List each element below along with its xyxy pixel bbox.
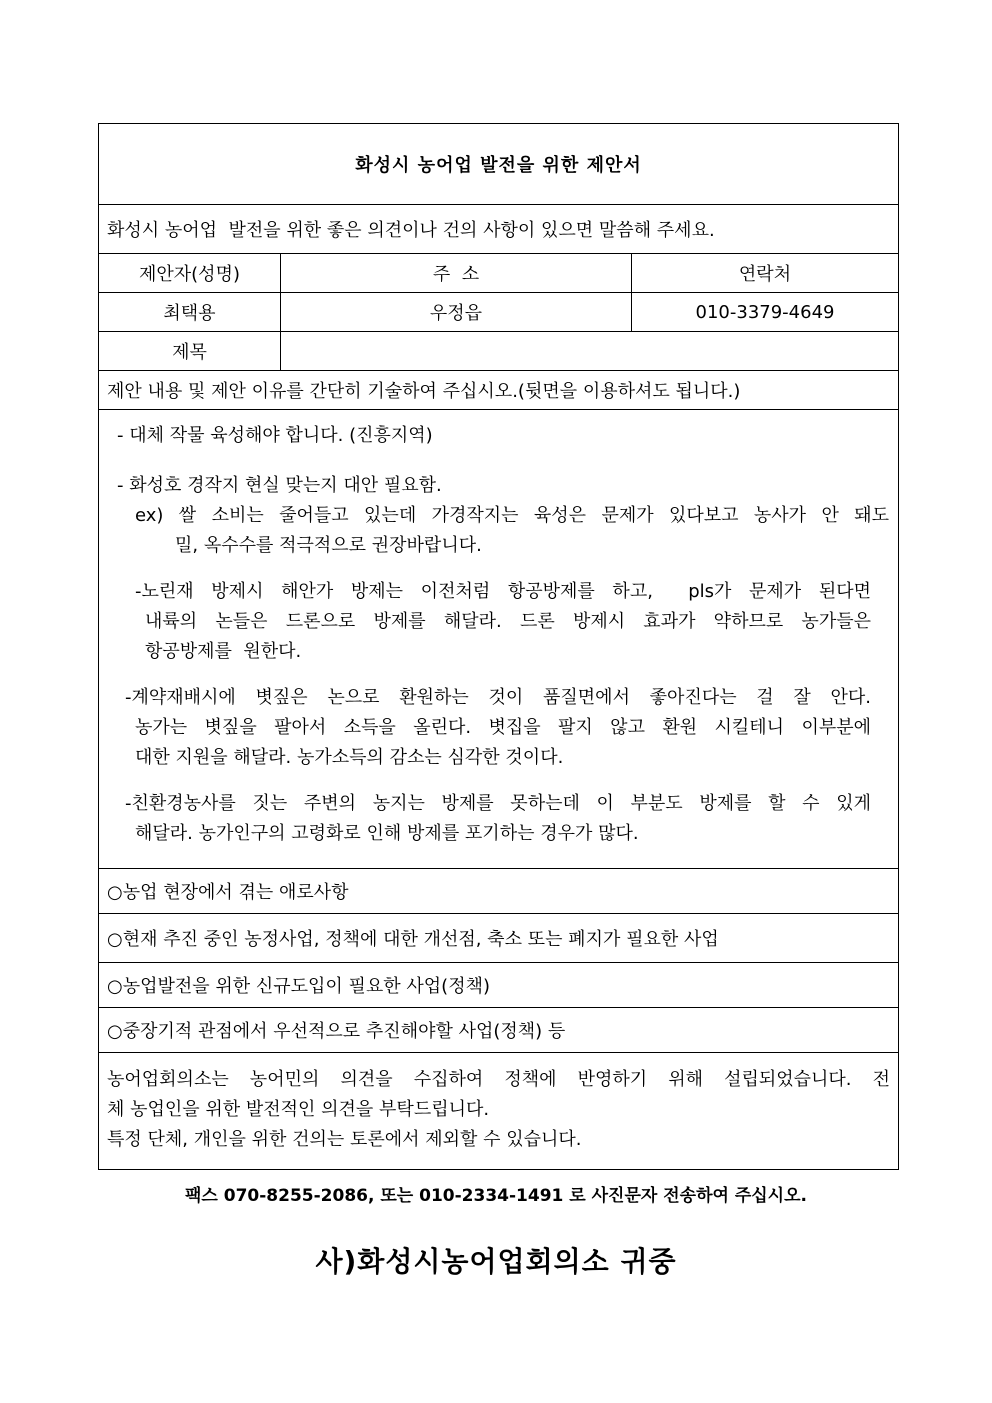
content-p5-line1: -친환경농사를 짓는 주변의 농지는 방제를 못하는데 이 부분도 방제를 할 수 있게 (125, 793, 871, 814)
subject-value (281, 332, 899, 371)
content-p3-line1: -노린재 방제시 해안가 방제는 이전처럼 항공방제를 하고, pls가 문제가 된다면 (135, 581, 871, 602)
header-contact: 연락처 (632, 254, 899, 293)
proposer-contact: 010-3379-4649 (632, 293, 899, 332)
proposal-content (99, 410, 899, 869)
question-new-projects: ○농업발전을 위한 신규도입이 필요한 사업(정책) (99, 963, 899, 1008)
form-title: 화성시 농어업 발전을 위한 제안서 (99, 124, 899, 205)
content-p4-line1: -계약재배시에 볏짚은 논으로 환원하는 것이 품질면에서 좋아진다는 걸 잘 안다. (125, 687, 871, 708)
content-p4-line3: 대한 지원을 해달라. 농가소득의 감소는 심각한 것이다. (135, 747, 564, 768)
header-proposer: 제안자(성명) (99, 254, 281, 293)
proposer-name: 최택용 (99, 293, 281, 332)
subject-label: 제목 (99, 332, 281, 371)
content-p2-line2: ex) 쌀 소비는 줄어들고 있는데 가경작지는 육성은 문제가 있다보고 농사가 안 돼도 (135, 505, 889, 526)
question-hardships: ○농업 현장에서 겪는 애로사항 (99, 869, 899, 914)
proposer-address: 우정읍 (281, 293, 632, 332)
notice-box (99, 1053, 899, 1170)
header-address: 주 소 (281, 254, 632, 293)
content-p5-line2: 해달라. 농가인구의 고령화로 인해 방제를 포기하는 경우가 많다. (135, 823, 639, 844)
recipient-footer: 사)화성시농어업회의소 귀중 (315, 1245, 677, 1278)
content-p4-line2: 농가는 볏짚을 팔아서 소득을 올린다. 볏집을 팔지 않고 환원 시킬테니 이부분에 (135, 717, 871, 738)
notice-line2: 체 농업인을 위한 발전적인 의견을 부탁드립니다. (107, 1099, 490, 1120)
notice-line3: 특정 단체, 개인을 위한 건의는 토론에서 제외할 수 있습니다. (107, 1129, 582, 1150)
question-priority-projects: ○중장기적 관점에서 우선적으로 추진해야할 사업(정책) 등 (99, 1008, 899, 1053)
proposal-form (98, 123, 899, 1170)
content-p3-line2: 내륙의 논들은 드론으로 방제를 해달라. 드론 방제시 효과가 약하므로 농가들은 (145, 611, 871, 632)
content-p2-line3: 밀, 옥수수를 적극적으로 권장바랍니다. (175, 535, 482, 556)
content-p1: - 대체 작물 육성해야 합니다. (진흥지역) (117, 425, 433, 446)
fax-instruction: 팩스 070-8255-2086, 또는 010-2334-1491 로 사진문자 전송하여 주십시오. (185, 1186, 807, 1206)
instruction-text: 제안 내용 및 제안 이유를 간단히 기술하여 주십시오.(뒷면을 이용하셔도 됩니다.) (99, 371, 899, 410)
content-p3-line3: 항공방제를 원한다. (145, 641, 302, 662)
notice-line1: 농어업회의소는 농어민의 의견을 수집하여 정책에 반영하기 위해 설립되었습니다. 전 (107, 1069, 891, 1090)
content-p2-line1: - 화성호 경작지 현실 맞는지 대안 필요함. (117, 475, 442, 496)
intro-text: 화성시 농어업 발전을 위한 좋은 의견이나 건의 사항이 있으면 말씀해 주세요. (99, 205, 899, 254)
question-improvements: ○현재 추진 중인 농정사업, 정책에 대한 개선점, 축소 또는 폐지가 필요한 사업 (99, 914, 899, 963)
